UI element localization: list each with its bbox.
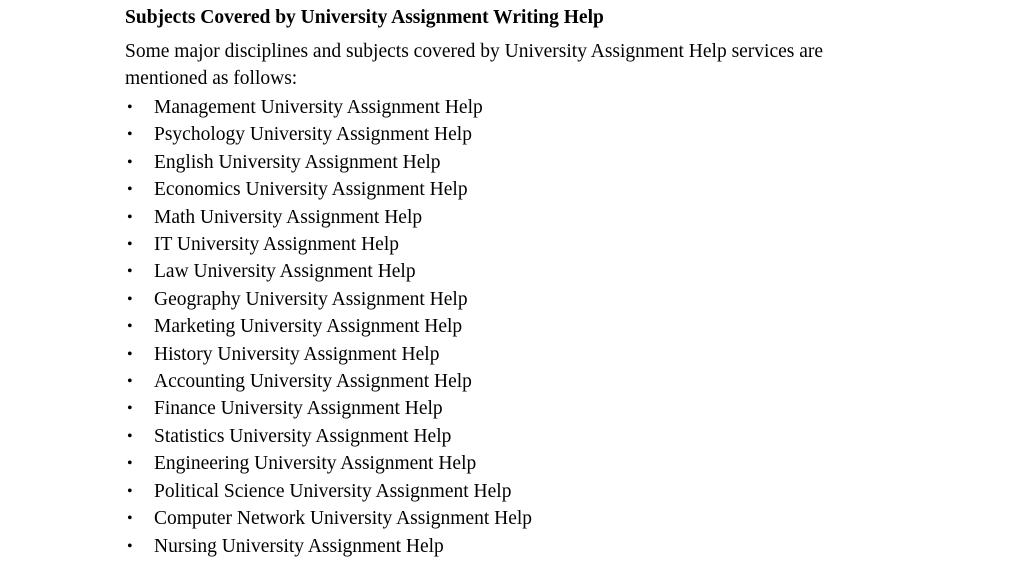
list-item	[125, 533, 885, 560]
bullet-icon: •	[127, 99, 133, 116]
subject-list	[125, 94, 885, 560]
list-item	[125, 121, 885, 148]
list-item-label: History University Assignment Help	[154, 343, 440, 365]
bullet-icon: •	[127, 345, 133, 363]
bullet-icon: •	[127, 400, 133, 418]
list-item	[125, 176, 885, 203]
list-item-label: IT University Assignment Help	[154, 234, 399, 256]
list-item-label: Accounting University Assignment Help	[154, 371, 472, 393]
list-item	[125, 423, 885, 450]
list-item-label: Law University Assignment Help	[154, 261, 416, 283]
list-item	[125, 94, 885, 121]
list-item	[125, 395, 885, 422]
list-item-label: Management University Assignment Help	[154, 97, 483, 118]
section-heading: Subjects Covered by University Assignment Writing Help	[125, 7, 604, 28]
list-item-label: Economics University Assignment Help	[154, 179, 468, 201]
bullet-icon: •	[127, 537, 133, 555]
bullet-icon: •	[127, 153, 133, 171]
bullet-icon: •	[127, 126, 133, 144]
list-item	[125, 478, 885, 505]
bullet-icon: •	[127, 263, 133, 281]
bullet-icon: •	[127, 373, 133, 391]
bullet-icon: •	[127, 290, 133, 308]
list-item	[125, 204, 885, 231]
list-item-label: Engineering University Assignment Help	[154, 453, 477, 475]
list-item	[125, 286, 885, 313]
bullet-icon: •	[127, 455, 133, 473]
list-item-label: Statistics University Assignment Help	[154, 425, 452, 447]
intro-paragraph: Some major disciplines and subjects covered by University Assignment Help services are mentioned as follows:	[125, 41, 824, 89]
bullet-icon: •	[127, 318, 133, 336]
bullet-icon: •	[127, 482, 133, 500]
list-item	[125, 450, 885, 477]
list-item-label: Psychology University Assignment Help	[154, 124, 472, 146]
list-item-label: English University Assignment Help	[154, 151, 441, 173]
list-item-label: Political Science University Assignment Help	[154, 480, 512, 502]
list-item-label: Geography University Assignment Help	[154, 288, 468, 310]
list-item	[125, 231, 885, 258]
list-item	[125, 258, 885, 285]
list-item	[125, 341, 885, 368]
document-page	[125, 6, 885, 560]
list-item	[125, 313, 885, 340]
bullet-icon: •	[127, 427, 133, 445]
bullet-icon: •	[127, 208, 133, 226]
list-item-label: Nursing University Assignment Help	[154, 535, 444, 557]
list-item	[125, 368, 885, 395]
list-item	[125, 149, 885, 176]
bullet-icon: •	[127, 510, 133, 528]
list-item	[125, 505, 885, 532]
list-item-label: Math University Assignment Help	[154, 206, 423, 228]
list-item-label: Marketing University Assignment Help	[154, 316, 463, 338]
list-item-label: Finance University Assignment Help	[154, 398, 443, 420]
bullet-icon: •	[127, 181, 133, 199]
list-item-label: Computer Network University Assignment Help	[154, 508, 533, 530]
bullet-icon: •	[127, 236, 133, 254]
